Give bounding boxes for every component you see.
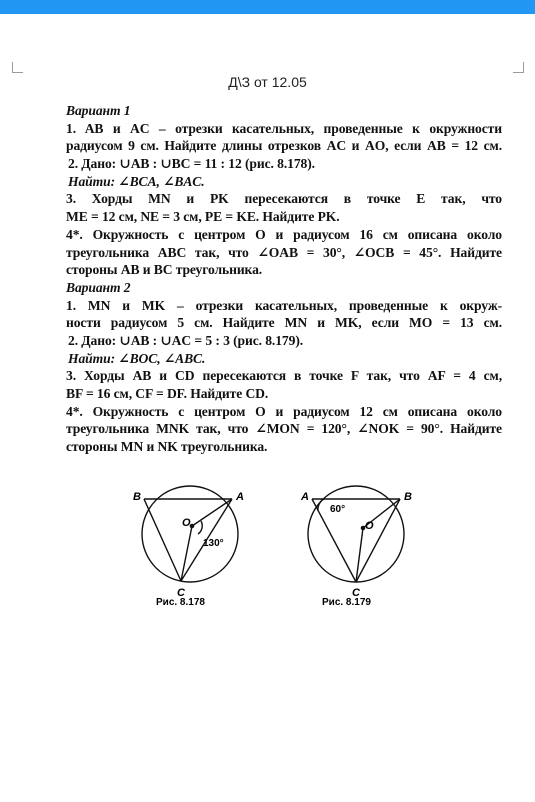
figures-svg: [100, 482, 440, 612]
v1-line: Найти: ∠BCA, ∠BAC.: [68, 173, 205, 189]
v2-line: ности радиусом 5 см. Найдите MN и MK, если MO = 13 см.: [66, 315, 502, 331]
fig2-radius-oc: [356, 528, 363, 582]
fig2-label-a: A: [301, 491, 309, 503]
variant-2-heading: Вариант 2: [66, 279, 131, 295]
v1-line: треугольника ABC так, что ∠OAB = 30°, ∠OCB = 45°. Найдите: [66, 244, 502, 260]
fig2-label-c: C: [352, 587, 360, 599]
fig1-chord-bc: [144, 499, 181, 581]
page-content: [66, 102, 502, 456]
v2-line: 3. Хорды AB и CD пересекаются в точке F так, что AF = 4 см,: [66, 368, 502, 384]
v1-line: 4*. Окружность с центром O и радиусом 16 см описана около: [66, 226, 502, 242]
fig1-label-a: A: [236, 491, 244, 503]
fig1-caption: Рис. 8.178: [156, 597, 205, 608]
top-bar: [0, 0, 535, 14]
v2-line: треугольника MNK так, что ∠MON = 120°, ∠NOK = 90°. Найдите: [66, 421, 502, 437]
figure-8-178: [142, 486, 238, 582]
v1-line: 3. Хорды MN и PK пересекаются в точке E так, что: [66, 191, 502, 207]
fig1-center-point: [190, 524, 193, 527]
v2-line: BF = 16 см, CF = DF. Найдите CD.: [66, 386, 269, 401]
fig2-label-b: B: [404, 491, 412, 503]
margin-corner-mark-left: [12, 62, 23, 73]
v2-line: стороны MN и NK треугольника.: [66, 439, 268, 455]
fig2-chord-bc: [356, 499, 400, 582]
v2-line: Найти: ∠BOC, ∠ABC.: [68, 350, 206, 366]
fig1-angle-arc: [198, 521, 202, 534]
fig2-caption: Рис. 8.179: [322, 597, 371, 608]
fig1-angle-label: 130°: [203, 538, 224, 549]
fig1-label-b: B: [133, 491, 141, 503]
v1-line: ME = 12 см, NE = 3 см, PE = KE. Найдите PK.: [66, 209, 340, 225]
figures: [100, 482, 440, 612]
variant-1-heading: Вариант 1: [66, 103, 131, 118]
document-title: Д\З от 12.05: [228, 74, 307, 90]
v1-line: стороны AB и BC треугольника.: [66, 262, 263, 278]
fig1-radius-oa: [192, 499, 232, 526]
v2-line: 4*. Окружность с центром O и радиусом 12 см описана около: [66, 403, 502, 419]
v1-line: радиусом 9 см. Найдите длины отрезков AC и AO, если AB = 12 см.: [66, 138, 502, 154]
v1-line: 2. Дано: ∪AB : ∪BC = 11 : 12 (рис. 8.178).: [68, 156, 315, 172]
v2-line: 1. MN и MK – отрезки касательных, проведенные к окруж-: [66, 297, 502, 313]
v2-line: 2. Дано: ∪AB : ∪AC = 5 : 3 (рис. 8.179).: [68, 332, 304, 348]
fig2-angle-label: 60°: [330, 504, 346, 515]
v1-line: 1. AB и AC – отрезки касательных, проведенные к окружности: [66, 120, 502, 136]
fig1-label-o: O: [182, 517, 191, 529]
fig1-label-c: C: [177, 587, 185, 599]
fig2-angle-arc: [318, 499, 324, 511]
fig2-label-o: O: [365, 520, 374, 532]
margin-corner-mark-right: [513, 62, 524, 73]
figure-8-179: [308, 486, 404, 582]
